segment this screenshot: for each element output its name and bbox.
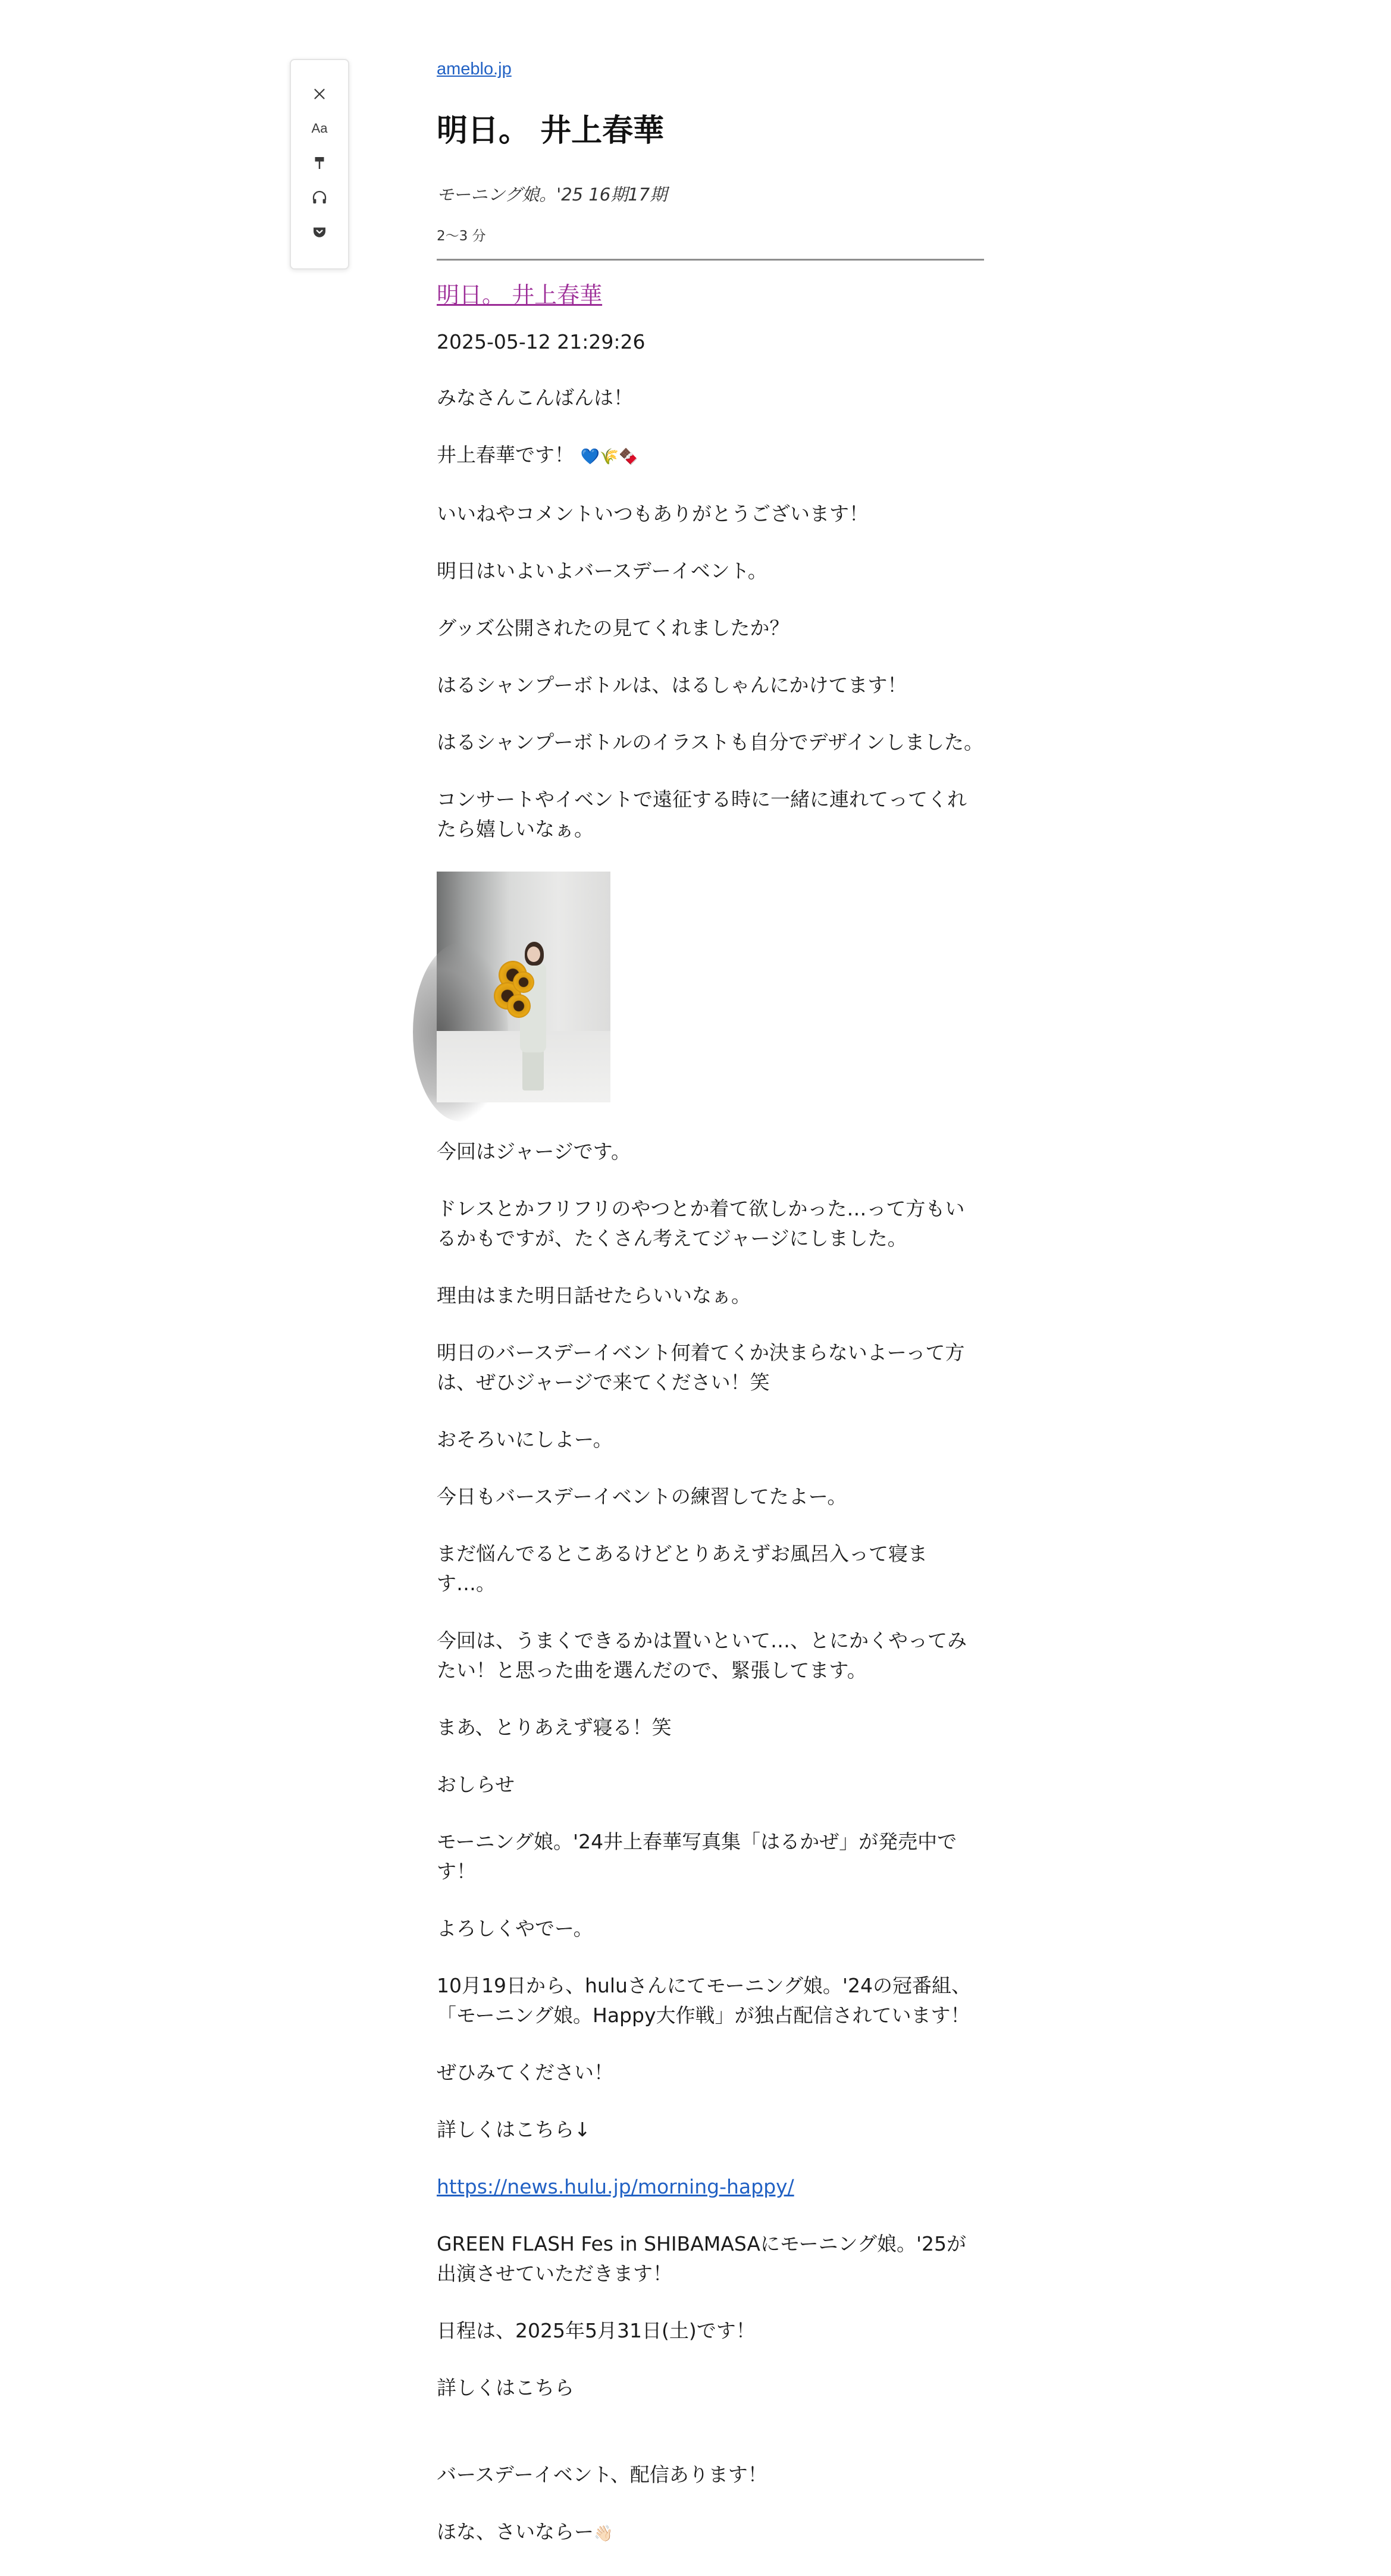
- paragraph: コンサートやイベントで遠征する時に一緒に連れてってくれたら嬉しいなぁ。: [437, 788, 967, 841]
- paragraph: ドレスとかフリフリのやつとか着て欲しかった…って方もいるかもですが、たくさん考えてジャージにしました。: [437, 1197, 965, 1251]
- text-size-button[interactable]: [300, 111, 339, 146]
- hulu-link[interactable]: https://news.hulu.jp/morning-happy/: [437, 2175, 794, 2199]
- article-byline: モーニング娘。'25 16期17期: [437, 184, 668, 205]
- header-divider: [437, 259, 984, 261]
- paragraph: 今回は、うまくできるかは置いといて…、とにかくやってみたい！と思った曲を選んだので、緊張してます。: [437, 1629, 967, 1682]
- reader-article: [437, 59, 984, 2576]
- paragraph: まあ、とりあえず寝る！笑: [437, 1716, 672, 1740]
- paragraph: 今日もバースデーイベントの練習してたよー。: [437, 1485, 847, 1509]
- entry-title-link[interactable]: 明日。 井上春華: [437, 282, 603, 309]
- paragraph: 詳しくはこちら↓: [437, 2118, 591, 2142]
- paragraph-text: 井上春華です！: [437, 443, 574, 467]
- paragraph-text: ほな、さいならー: [437, 2520, 594, 2544]
- paragraph: バースデーイベント、配信あります！: [437, 2463, 767, 2487]
- paragraph: おそろいにしよー。: [437, 1428, 613, 1452]
- paragraph: [437, 440, 984, 472]
- emoji-heart-wheat-chocolate-icon: 💙🌾🍫: [580, 448, 638, 466]
- paragraph: ぜひみてください！: [437, 2061, 613, 2085]
- theme-button[interactable]: [300, 146, 339, 180]
- paragraph: はるシャンプーボトルは、はるしゃんにかけてます！: [437, 673, 907, 697]
- paragraph: 明日のバースデーイベント何着てくか決まらないよーって方は、ぜひジャージで来てください！笑: [437, 1341, 965, 1394]
- paragraph: おしらせ: [437, 1773, 515, 1797]
- close-button[interactable]: [300, 77, 339, 111]
- text-size-icon: Aa: [311, 121, 328, 136]
- headphones-icon: [311, 189, 328, 206]
- paragraph: 今回はジャージです。: [437, 1140, 631, 1164]
- article-title: 明日。 井上春華: [437, 113, 665, 149]
- paragraph: いいねやコメントいつもありがとうございます！: [437, 502, 869, 526]
- paragraph: まだ悩んでるとこあるけどとりあえずお風呂入って寝ます…。: [437, 1542, 928, 1596]
- entry-photo[interactable]: [437, 872, 610, 1102]
- paragraph: GREEN FLASH Fes in SHIBAMASAにモーニング娘。'25が出演させていただきます！: [437, 2232, 967, 2286]
- pocket-icon: [311, 223, 328, 241]
- paragraph: [437, 2172, 984, 2202]
- paragraph: 詳しくはこちら: [437, 2376, 574, 2400]
- paragraph: グッズ公開されたの見てくれましたか？: [437, 616, 790, 640]
- paragraph: 10月19日から、huluさんにてモーニング娘。'24の冠番組、「モーニング娘。Happy大作戦」が独占配信されています！: [437, 1974, 971, 2027]
- paragraph: モーニング娘。'24井上春華写真集「はるかぜ」が発売中です！: [437, 1830, 957, 1884]
- article-content: [437, 280, 984, 2549]
- theme-icon: [311, 154, 328, 172]
- reading-time: 2～3 分: [437, 228, 486, 245]
- paragraph: 明日はいよいよバースデーイベント。: [437, 559, 767, 583]
- paragraph: みなさんこんばんは！: [437, 386, 633, 410]
- reader-toolbar: [290, 59, 349, 269]
- paragraph: 理由はまた明日話せたらいいなぁ。: [437, 1284, 751, 1308]
- entry-date: 2025-05-12 21:29:26: [437, 330, 646, 354]
- paragraph: [437, 2517, 984, 2549]
- save-to-pocket-button[interactable]: [300, 215, 339, 249]
- waving-hand-icon: 👋🏻: [594, 2525, 613, 2543]
- paragraph: よろしくやでー。: [437, 1917, 593, 1941]
- source-domain-link[interactable]: ameblo.jp: [437, 59, 512, 79]
- narrate-button[interactable]: [300, 180, 339, 215]
- paragraph: 日程は、2025年5月31日(土)です！: [437, 2319, 756, 2343]
- close-icon: [311, 85, 328, 103]
- paragraph: はるシャンプーボトルのイラストも自分でデザインしました。: [437, 731, 984, 754]
